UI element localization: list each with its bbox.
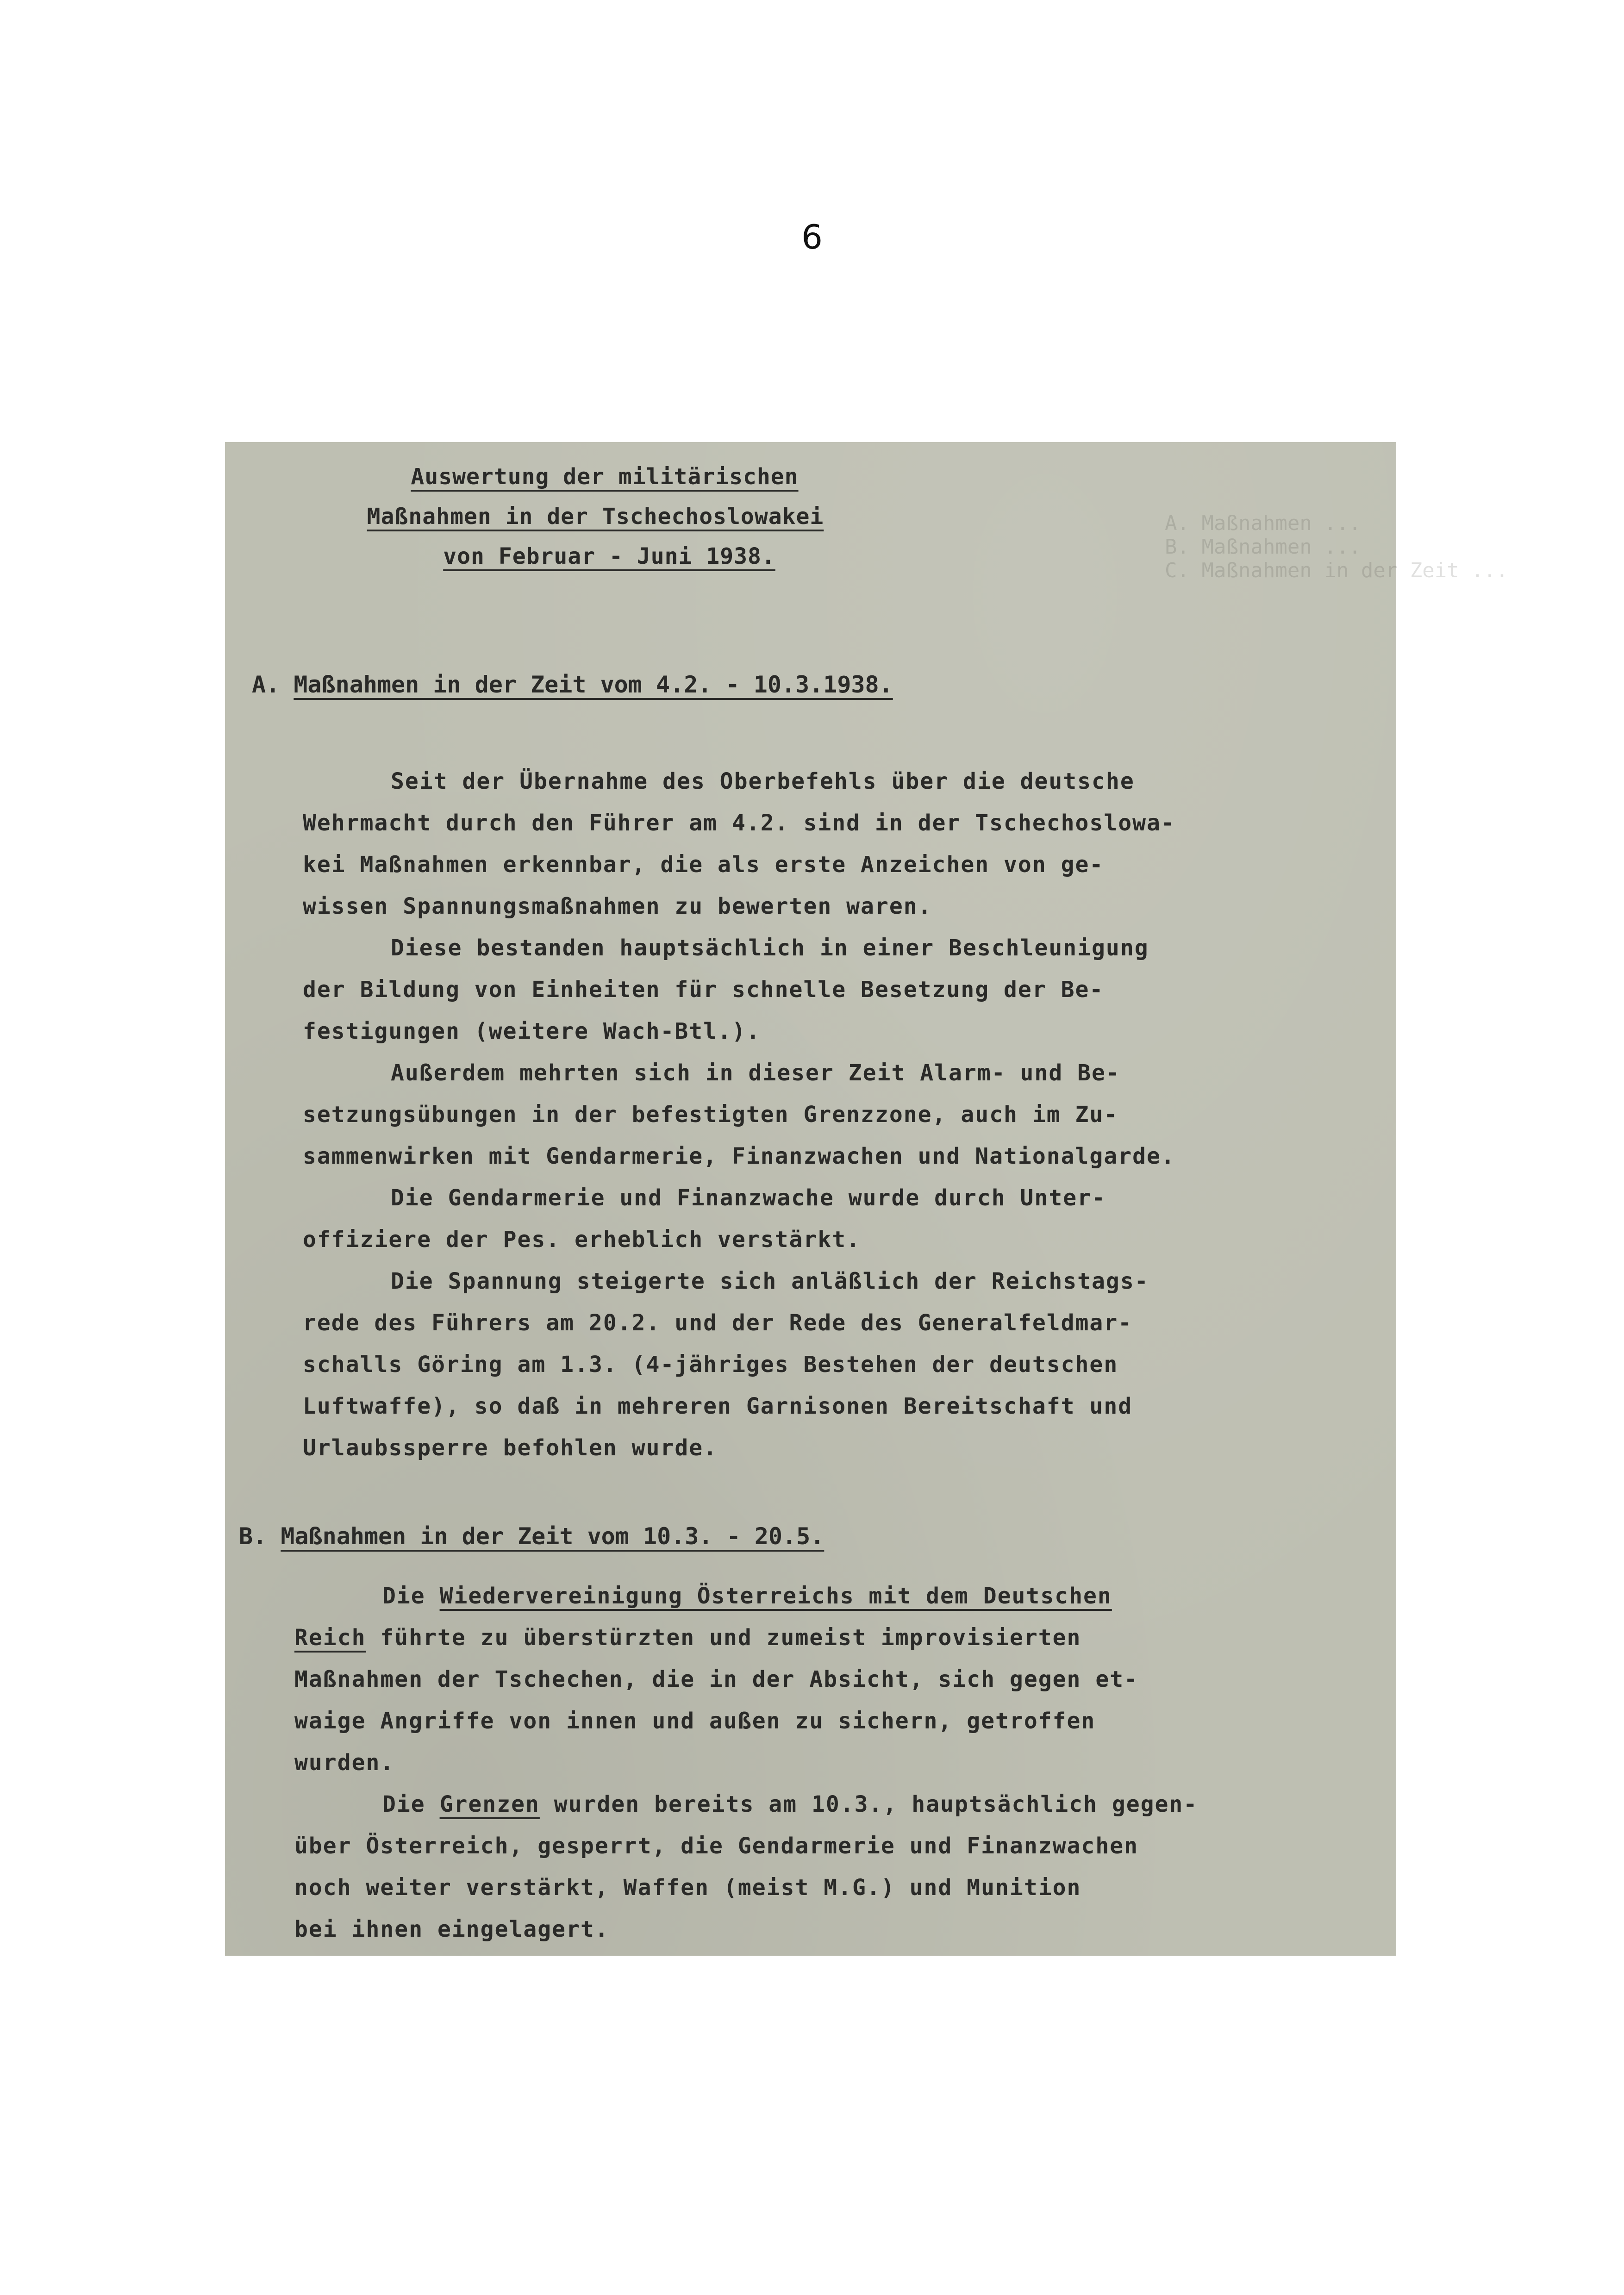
title-line-1: Auswertung der militärischen	[411, 464, 799, 490]
paragraph-line: Wehrmacht durch den Führer am 4.2. sind in der Tschechoslowa-	[303, 810, 1175, 836]
section-a-title: Maßnahmen in der Zeit vom 4.2. - 10.3.1938.	[294, 671, 893, 698]
section-b-heading	[239, 1523, 824, 1550]
paragraph-line: Die Spannung steigerte sich anläßlich der Reichstags-	[391, 1268, 1149, 1294]
section-a-marker: A.	[252, 671, 280, 698]
section-a-heading	[252, 671, 893, 698]
paragraph-line: Reich führte zu überstürzten und zumeist improvisierten	[294, 1625, 1081, 1651]
section-b-marker: B.	[239, 1523, 267, 1550]
paragraph-line: der Bildung von Einheiten für schnelle Besetzung der Be-	[303, 977, 1104, 1003]
paragraph-line: Die Wiedervereinigung Österreichs mit dem Deutschen	[382, 1583, 1112, 1609]
scanned-document	[225, 442, 1508, 1956]
title-line-2: Maßnahmen in der Tschechoslowakei	[367, 504, 824, 530]
paragraph-line: schalls Göring am 1.3. (4-jähriges Bestehen der deutschen	[303, 1352, 1118, 1378]
paragraph-line: bei ihnen eingelagert.	[294, 1916, 609, 1942]
underlined-phrase: Grenzen	[439, 1791, 540, 1817]
paragraph-line: Die Grenzen wurden bereits am 10.3., hauptsächlich gegen-	[382, 1791, 1198, 1817]
paragraph-line: Diese bestanden hauptsächlich in einer Beschleunigung	[391, 935, 1149, 961]
paragraph-line: festigungen (weitere Wach-Btl.).	[303, 1018, 761, 1044]
paragraph-line: Außerdem mehrten sich in dieser Zeit Alarm- und Be-	[391, 1060, 1120, 1086]
section-b-title: Maßnahmen in der Zeit vom 10.3. - 20.5.	[281, 1523, 824, 1550]
underlined-phrase: Reich	[294, 1625, 366, 1651]
bleed-through-text: A. Maßnahmen ... B. Maßnahmen ... C. Maßnahmen in der Zeit ...	[1165, 511, 1508, 582]
paragraph-line: Seit der Übernahme des Oberbefehls über die deutsche	[391, 768, 1135, 794]
paragraph-line: Maßnahmen der Tschechen, die in der Absicht, sich gegen et-	[294, 1666, 1139, 1692]
paragraph-line: kei Maßnahmen erkennbar, die als erste Anzeichen von ge-	[303, 852, 1104, 878]
document-title	[225, 457, 966, 576]
paragraph-line: setzungsübungen in der befestigten Grenzzone, auch im Zu-	[303, 1102, 1118, 1128]
paragraph-line: Luftwaffe), so daß in mehreren Garnisonen Bereitschaft und	[303, 1393, 1133, 1419]
paragraph-line: Die Gendarmerie und Finanzwache wurde durch Unter-	[391, 1185, 1106, 1211]
paragraph-line: wissen Spannungsmaßnahmen zu bewerten waren.	[303, 893, 932, 919]
page-number: 6	[801, 218, 823, 256]
paragraph-line: wurden.	[294, 1750, 395, 1776]
underlined-phrase: Wiedervereinigung Österreichs mit dem Deutschen	[439, 1583, 1112, 1609]
paragraph-line: Urlaubssperre befohlen wurde.	[303, 1435, 718, 1461]
title-line-3: von Februar - Juni 1938.	[443, 543, 775, 569]
paragraph-line: sammenwirken mit Gendarmerie, Finanzwachen und Nationalgarde.	[303, 1143, 1175, 1169]
paragraph-line: offiziere der Pes. erheblich verstärkt.	[303, 1227, 861, 1253]
paragraph-line: über Österreich, gesperrt, die Gendarmerie und Finanzwachen	[294, 1833, 1139, 1859]
paragraph-line: waige Angriffe von innen und außen zu sichern, getroffen	[294, 1708, 1096, 1734]
paragraph-line: noch weiter verstärkt, Waffen (meist M.G.) und Munition	[294, 1875, 1081, 1901]
paragraph-line: rede des Führers am 20.2. und der Rede des Generalfeldmar-	[303, 1310, 1133, 1336]
